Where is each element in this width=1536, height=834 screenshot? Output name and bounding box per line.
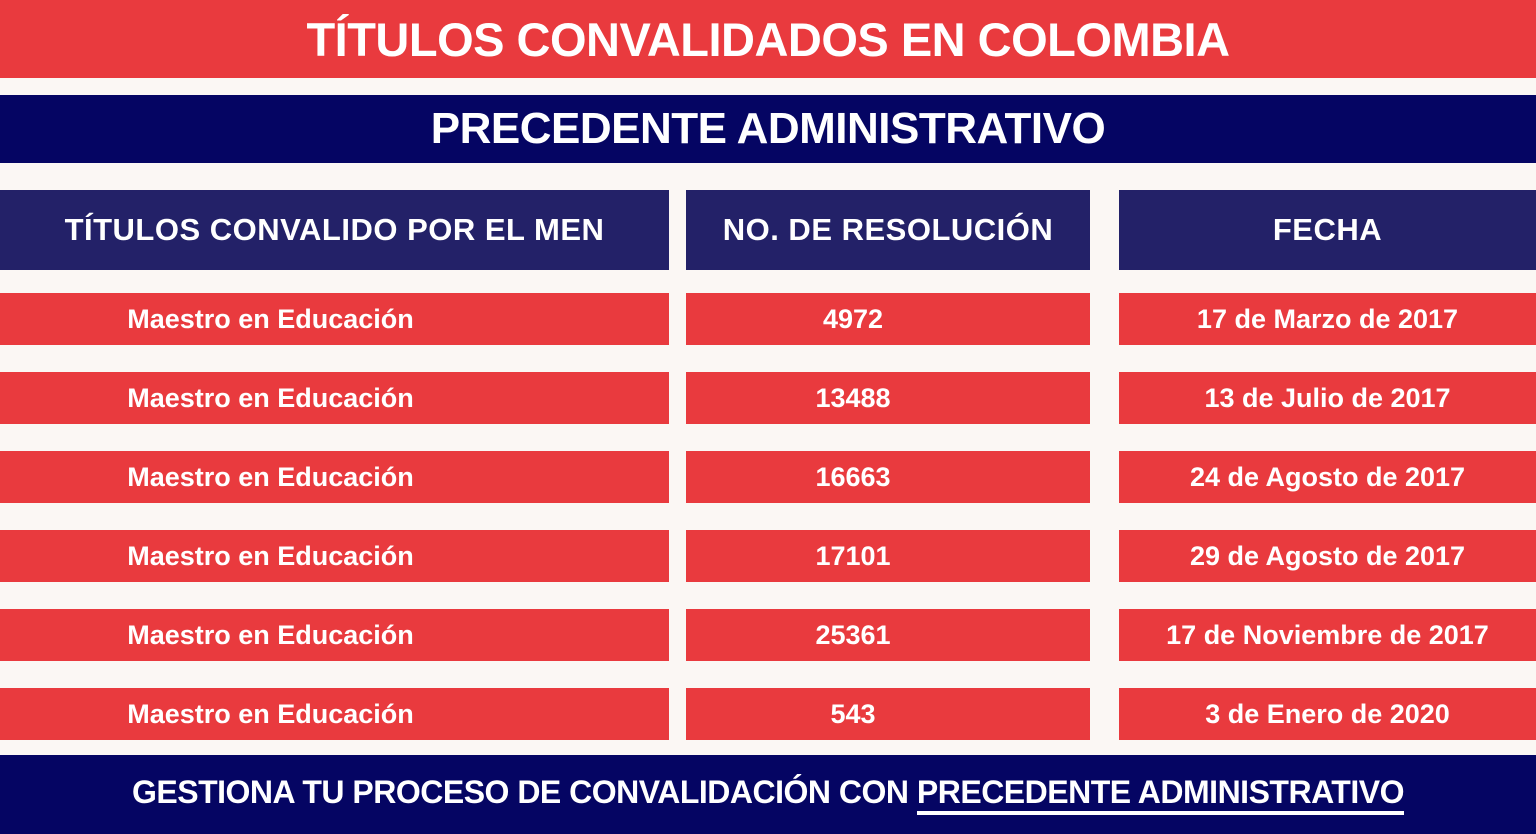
cell-resolution: 13488 (686, 372, 1090, 424)
footer-brand-underlined: PRECEDENTE ADMINISTRATIVO (917, 776, 1404, 815)
subtitle-banner (0, 95, 1536, 163)
table-header-row (0, 190, 1536, 270)
cell-title: Maestro en Educación (0, 609, 669, 661)
cell-date: 29 de Agosto de 2017 (1119, 530, 1536, 582)
cell-date: 24 de Agosto de 2017 (1119, 451, 1536, 503)
table-row (0, 530, 1536, 582)
cell-date: 13 de Julio de 2017 (1119, 372, 1536, 424)
cell-title: Maestro en Educación (0, 530, 669, 582)
footer-text (132, 774, 1404, 815)
cell-date: 3 de Enero de 2020 (1119, 688, 1536, 740)
cell-date: 17 de Noviembre de 2017 (1119, 609, 1536, 661)
cell-date: 17 de Marzo de 2017 (1119, 293, 1536, 345)
column-header-titulos: TÍTULOS CONVALIDO POR EL MEN (0, 190, 669, 270)
title-banner (0, 0, 1536, 78)
table-row (0, 293, 1536, 345)
footer-banner (0, 755, 1536, 834)
cell-title: Maestro en Educación (0, 451, 669, 503)
cell-resolution: 25361 (686, 609, 1090, 661)
cell-resolution: 17101 (686, 530, 1090, 582)
table-row (0, 451, 1536, 503)
cell-title: Maestro en Educación (0, 688, 669, 740)
footer-text-prefix: GESTIONA TU PROCESO DE CONVALIDACIÓN CON (132, 774, 917, 811)
convalidation-table (0, 190, 1536, 740)
cell-title: Maestro en Educación (0, 293, 669, 345)
table-row (0, 372, 1536, 424)
column-header-fecha: FECHA (1119, 190, 1536, 270)
column-header-resolucion: NO. DE RESOLUCIÓN (686, 190, 1090, 270)
cell-resolution: 16663 (686, 451, 1090, 503)
table-row (0, 609, 1536, 661)
cell-resolution: 543 (686, 688, 1090, 740)
cell-resolution: 4972 (686, 293, 1090, 345)
page-title: TÍTULOS CONVALIDADOS EN COLOMBIA (306, 12, 1230, 66)
subtitle: PRECEDENTE ADMINISTRATIVO (430, 104, 1106, 153)
cell-title: Maestro en Educación (0, 372, 669, 424)
table-row (0, 688, 1536, 740)
